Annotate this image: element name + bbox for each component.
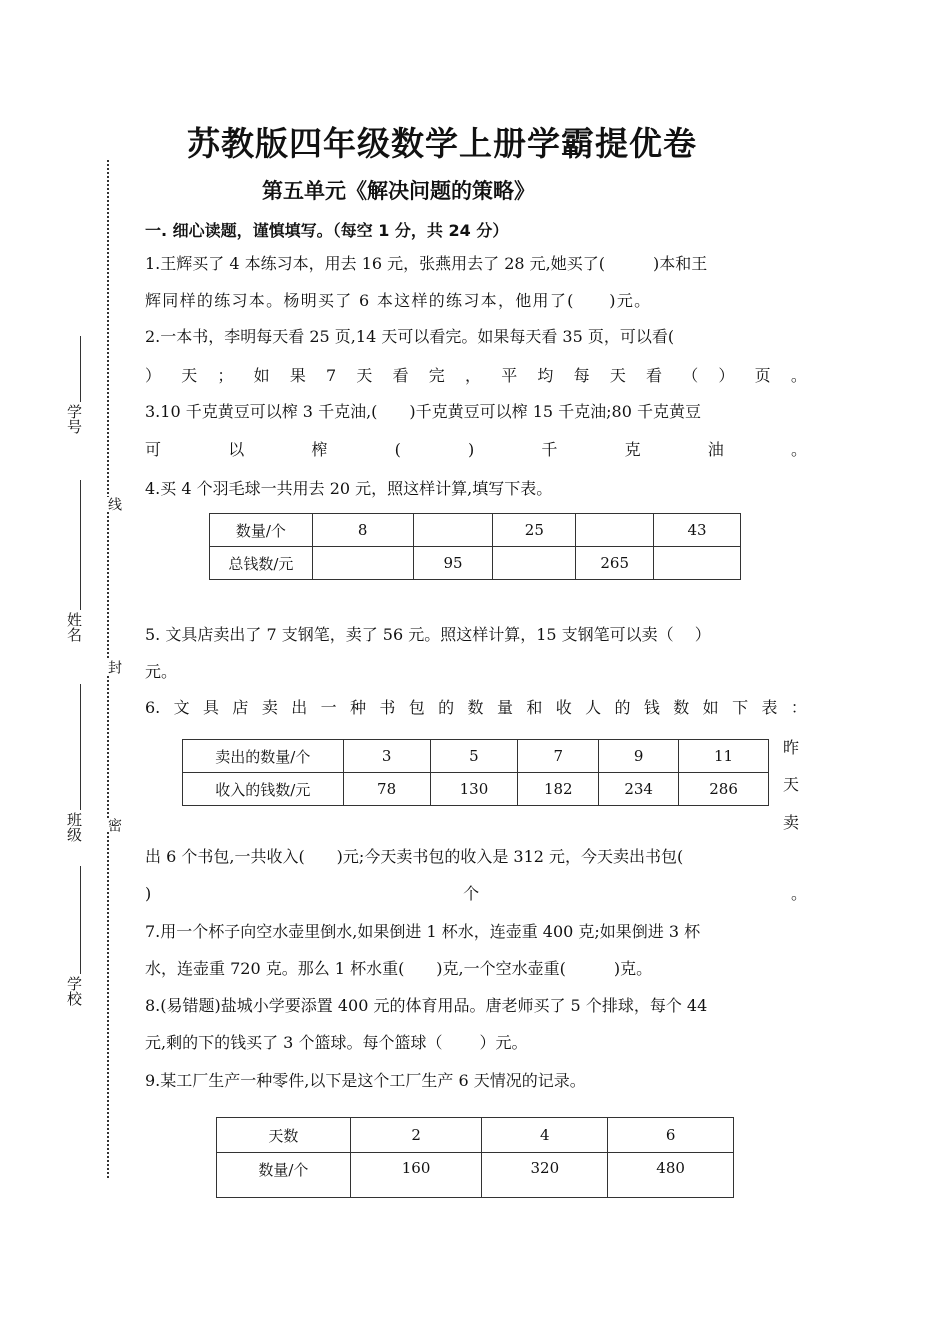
q6-token: 包	[408, 698, 425, 717]
q3-token: 以	[228, 440, 245, 459]
q3-token: )	[467, 440, 475, 459]
table-cell: 天数	[217, 1118, 351, 1153]
table-cell: 3	[343, 740, 430, 773]
table-cell-blank[interactable]	[654, 547, 741, 580]
q2-token: 天	[181, 366, 198, 385]
question-3-line-2	[145, 440, 807, 460]
table-cell: 4	[482, 1118, 608, 1153]
q3-token: 。	[790, 440, 807, 459]
question-6-line-3	[145, 884, 807, 904]
field-class-line	[80, 684, 81, 810]
q6-token: 卖	[261, 698, 278, 717]
q6-token: 如	[702, 698, 719, 717]
q6-token: 人	[585, 698, 602, 717]
field-name-line	[80, 480, 81, 610]
q6-token: 量	[496, 698, 513, 717]
table-cell: 6	[608, 1118, 734, 1153]
q6-token: 书	[379, 698, 396, 717]
q6-token: 下	[732, 698, 749, 717]
q6-token: 一	[320, 698, 337, 717]
q3-token: 油	[707, 440, 724, 459]
question-8-line-1: 8.(易错题)盐城小学要添置 400 元的体育用品。唐老师买了 5 个排球，每个 44	[145, 996, 708, 1015]
table-cell: 11	[679, 740, 769, 773]
q2-token: 天	[609, 366, 626, 385]
section-heading	[145, 218, 508, 241]
question-4-text: 4.买 4 个羽毛球一共用去 20 元，照这样计算,填写下表。	[145, 479, 553, 498]
q6-token: 的	[438, 698, 455, 717]
q2-token: 果	[289, 366, 306, 385]
q6-token: 个	[463, 884, 480, 903]
table-row	[210, 514, 741, 547]
table-cell: 480	[608, 1153, 734, 1198]
q6-token: 收	[555, 698, 572, 717]
q2-token: 。	[790, 366, 807, 385]
table-cell: 182	[518, 773, 599, 806]
table-cell: 7	[518, 740, 599, 773]
table-cell-blank[interactable]	[576, 514, 654, 547]
q2-token: 平	[501, 366, 518, 385]
q6-token: 数	[673, 698, 690, 717]
question-5-line-1: 5. 文具店卖出了 7 支钢笔，卖了 56 元。照这样计算，15 支钢笔可以卖（ ）	[145, 625, 711, 644]
table-cell: 265	[576, 547, 654, 580]
question-2-line-1: 2.一本书，李明每天看 25 页,14 天可以看完。如果每天看 35 页，可以看(	[145, 327, 675, 346]
q3-token: 千	[541, 440, 558, 459]
table-cell: 8	[312, 514, 413, 547]
table-row	[183, 773, 769, 806]
seal-word-secret: 密	[106, 818, 122, 832]
seal-word-line: 线	[106, 497, 122, 511]
question-1-line-1: 1.王辉买了 4 本练习本，用去 16 元，张燕用去了 28 元,她买了( )本和王	[145, 254, 708, 273]
q2-token: 天	[356, 366, 373, 385]
q6-token: 数	[467, 698, 484, 717]
q6-token: 和	[526, 698, 543, 717]
q6-token: 。	[790, 884, 807, 903]
table-cell: 43	[654, 514, 741, 547]
section-heading-text: 一. 细心读题，谨慎填写。（每空 1 分，共 24 分）	[145, 221, 509, 240]
page-title: 苏教版四年级数学上册学霸提优卷	[187, 124, 697, 163]
q6-token: ：	[790, 698, 807, 717]
question-7-line-1: 7.用一个杯子向空水壶里倒水,如果倒进 1 杯水，连壶重 400 克;如果倒进 3 杯	[145, 922, 701, 941]
seal-word-seal: 封	[106, 660, 122, 674]
table-cell: 320	[482, 1153, 608, 1198]
field-class-label: 班级	[65, 812, 83, 842]
q2-token: 看	[646, 366, 663, 385]
q3-token: (	[394, 440, 401, 459]
table-row	[217, 1118, 734, 1153]
q2-token: 看	[392, 366, 409, 385]
q2-token: （	[682, 366, 699, 385]
question-6-line-2: 出 6 个书包,一共收入( )元;今天卖书包的收入是 312 元，今天卖出书包(	[145, 847, 684, 866]
table-cell-blank[interactable]	[493, 547, 576, 580]
field-school-line	[80, 866, 81, 974]
table-badminton	[209, 513, 741, 580]
table-cell: 160	[350, 1153, 482, 1198]
q2-token: 7	[326, 366, 337, 385]
table-cell: 9	[599, 740, 679, 773]
q6-side-char: 天	[783, 775, 800, 794]
table-cell-blank[interactable]	[312, 547, 413, 580]
q6-token: 表	[761, 698, 778, 717]
table-cell: 总钱数/元	[210, 547, 313, 580]
table-cell: 234	[599, 773, 679, 806]
question-6-line-1	[145, 698, 807, 718]
table-row	[183, 740, 769, 773]
q2-token: 每	[573, 366, 590, 385]
field-student-number-label: 学号	[65, 404, 83, 434]
table-cell: 78	[343, 773, 430, 806]
q6-token: 店	[232, 698, 249, 717]
question-5-line-2: 元。	[145, 662, 178, 681]
question-8-line-2: 元,剩的下的钱买了 3 个篮球。每个篮球（ ）元。	[145, 1033, 528, 1052]
table-row	[217, 1153, 734, 1198]
table-row	[210, 547, 741, 580]
q6-token: 文	[173, 698, 190, 717]
q2-token: 完	[428, 366, 445, 385]
q6-token: )	[145, 884, 152, 903]
field-student-number-line	[80, 336, 81, 402]
table-schoolbag	[182, 739, 769, 806]
q3-token: 榨	[311, 440, 328, 459]
table-cell: 卖出的数量/个	[183, 740, 344, 773]
q6-token: 出	[291, 698, 308, 717]
q3-token: 克	[624, 440, 641, 459]
q6-side-char: 昨	[783, 738, 800, 757]
q3-token: 可	[145, 440, 162, 459]
table-cell: 25	[493, 514, 576, 547]
question-2-line-2	[145, 366, 807, 386]
table-cell: 286	[679, 773, 769, 806]
table-cell: 收入的钱数/元	[183, 773, 344, 806]
table-cell-blank[interactable]	[413, 514, 493, 547]
q2-token: 页	[754, 366, 771, 385]
table-cell: 95	[413, 547, 493, 580]
question-1-line-2: 辉同样的练习本。杨明买了 6 本这样的练习本，他用了( )元。	[145, 291, 652, 310]
table-cell: 5	[430, 740, 518, 773]
q2-token: 如	[253, 366, 270, 385]
q6-token: 钱	[643, 698, 660, 717]
table-cell: 2	[350, 1118, 482, 1153]
question-3-line-1: 3.10 千克黄豆可以榨 3 千克油,( )千克黄豆可以榨 15 千克油;80 千克黄豆	[145, 402, 702, 421]
q6-side-char: 卖	[783, 813, 800, 832]
q2-token: ）	[718, 366, 735, 385]
table-cell: 数量/个	[210, 514, 313, 547]
table-cell: 数量/个	[217, 1153, 351, 1198]
table-parts	[216, 1117, 734, 1198]
q2-token: ）	[145, 366, 162, 385]
q6-token: 6.	[145, 698, 161, 717]
q6-token: 的	[614, 698, 631, 717]
table-cell: 130	[430, 773, 518, 806]
unit-subtitle: 第五单元《解决问题的策略》	[262, 179, 535, 203]
question-9-text: 9.某工厂生产一种零件,以下是这个工厂生产 6 天情况的记录。	[145, 1071, 586, 1090]
question-7-line-2: 水，连壶重 720 克。那么 1 杯水重( )克,一个空水壶重( )克。	[145, 959, 653, 978]
q2-token: ；	[217, 366, 234, 385]
q2-token: ，	[465, 366, 482, 385]
field-school-label: 学校	[65, 976, 83, 1006]
field-name-label: 姓名	[65, 612, 83, 642]
q2-token: 均	[537, 366, 554, 385]
q6-token: 种	[349, 698, 366, 717]
q6-token: 具	[203, 698, 220, 717]
